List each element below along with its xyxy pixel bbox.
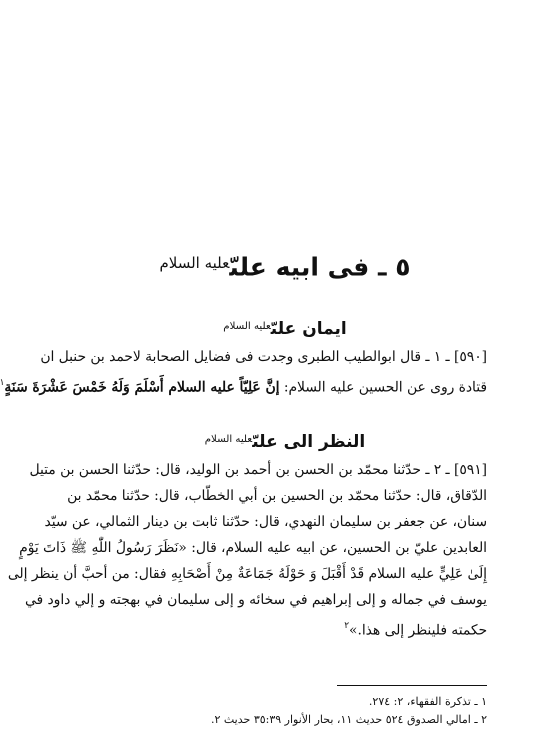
footnote-divider xyxy=(337,685,487,686)
section-title-text: النظر الى علىّ xyxy=(252,432,366,453)
paragraph-line: العابدين عليّ بن الحسين، عن ابيه عليه السلام، قال: «نَظَرَ رَسُولُ اللّٰهِ ﷺ ذَاتَ يَوْمٍ xyxy=(19,540,487,556)
paragraph-line xyxy=(0,370,487,400)
paragraph-line: سنان، عن جعفر بن سليمان النهدي، قال: حدّثنا ثابت بن دينار الثمالي، عن سيّد xyxy=(44,514,487,530)
hadith-quote: إنَّ عَلِيّاً عليه السلام أَسْلَمَ وَلَهُ خَمْسَ عَشْرَةَ سَنَةٍ xyxy=(4,379,280,396)
paragraph-line: الدّقاق، قال: حدّثنا محمّد بن الحسين بن أبي الخطّاب، قال: حدّثنا محمّد بن xyxy=(67,488,487,504)
narration-text: حكمته فلينظر إلى هذا.» xyxy=(349,622,487,639)
footnote-marker: ٢ xyxy=(344,621,350,631)
salutation-mark: عليه السلام xyxy=(159,254,230,272)
paragraph-line xyxy=(75,613,487,643)
section-title-text: ايمان علىّ xyxy=(270,319,347,340)
paragraph-line: [٥٩١] ـ ٢ ـ حدّثنا محمّد بن الحسن بن أحمد بن الوليد، قال: حدّثنا الحسن بن متيل xyxy=(29,462,487,478)
chapter-title xyxy=(27,246,543,285)
footnote-marker: ١ xyxy=(0,378,5,388)
paragraph-line: يوسف في جماله و إلى إبراهيم في سخائه و إلى سليمان في بهجته و إلي داود في xyxy=(25,592,487,608)
narration-text: قتادة روى عن الحسين عليه السلام: xyxy=(279,379,487,396)
section-title-faith xyxy=(27,315,543,341)
footnote: ٢ ـ امالي الصدوق ٥٢٤ حديث ١١، بحار الأنوار ٣٥:٣٩ حديث ٢. xyxy=(210,713,487,726)
salutation-mark: عليه السلام xyxy=(204,434,253,445)
footnote: ١ ـ تذكرة الفقهاء، ٢: ٢٧٤. xyxy=(368,695,487,708)
section-title-gaze xyxy=(27,428,543,454)
salutation-mark: عليه السلام xyxy=(223,321,271,332)
paragraph-line: إِلَىٰ عَلِيٍّ عليه السلام قَدْ أَقْبَلَ وَ حَوْلَهُ جَمَاعَةٌ مِنْ أَصْحَابِهِ فقال: من أحبَّ أن ينظر إلى xyxy=(7,566,487,582)
paragraph-line: [٥٩٠] ـ ١ ـ قال ابوالطيب الطبرى وجدت فى فضايل الصحابة لاحمد بن حنبل ان xyxy=(40,349,487,365)
chapter-title-text: ٥ ـ فى ابيه علىّ xyxy=(229,252,411,282)
